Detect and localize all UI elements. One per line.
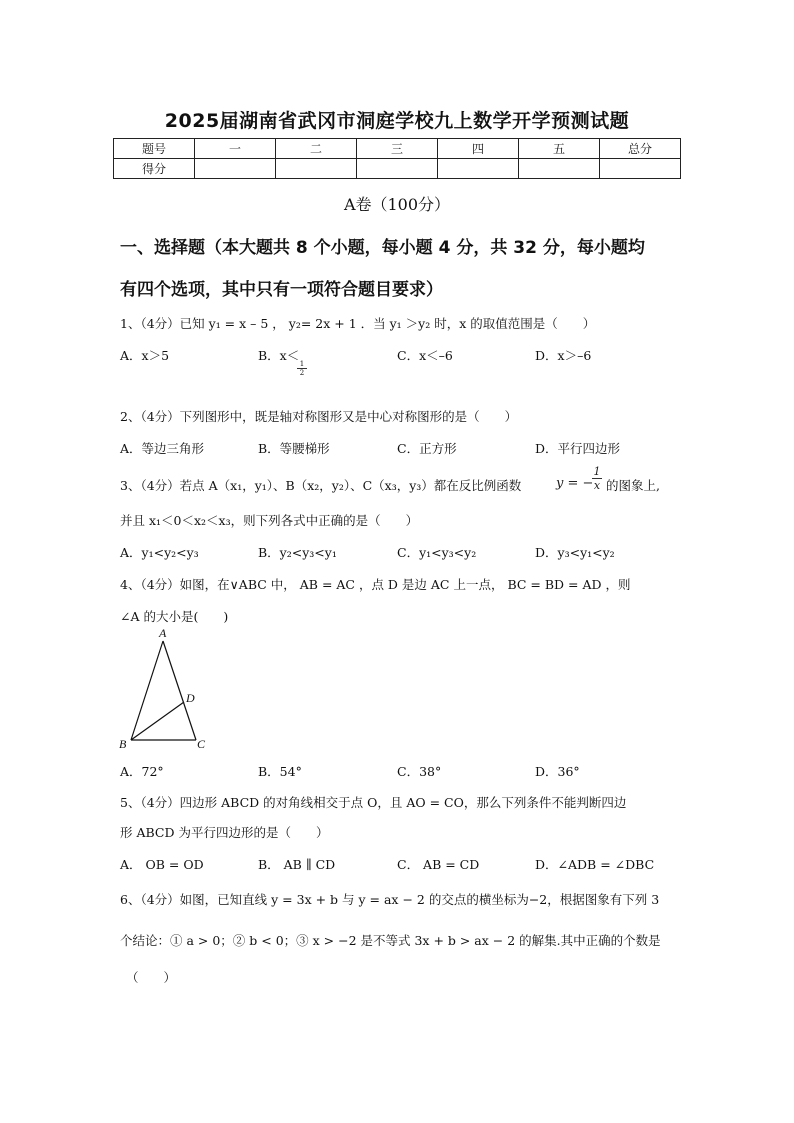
score-input-cell <box>276 159 357 179</box>
score-input-cell <box>519 159 600 179</box>
q2-stem: 2、（4分）下列图形中，既是轴对称图形又是中心对称图形的是（ ） <box>120 409 518 424</box>
q5-option-c: C． AB = CD <box>397 857 480 872</box>
page-title: 2025届湖南省武冈市洞庭学校九上数学开学预测试题 <box>164 110 630 132</box>
score-cell: 一 <box>195 139 276 159</box>
q2-option-a: A．等边三角形 <box>120 441 205 456</box>
score-table-header-row <box>114 139 681 159</box>
score-cell: 总分 <box>600 139 681 159</box>
triangle-figure <box>116 625 216 755</box>
q1-fraction-num: 1 <box>297 360 307 369</box>
q3-line2: 并且 x₁＜0＜x₂＜x₃，则下列各式中正确的是（ ） <box>120 513 419 528</box>
q2-option-d: D．平行四边形 <box>535 441 621 456</box>
q1-fraction-den: 2 <box>299 369 305 377</box>
q5-line2: 形 ABCD 为平行四边形的是（ ） <box>120 825 329 840</box>
q3-option-a: A．y₁<y₂<y₃ <box>120 545 199 560</box>
score-input-cell <box>438 159 519 179</box>
edge-bd <box>131 702 184 740</box>
score-input-cell <box>357 159 438 179</box>
q6-stem: 6、（4分）如图，已知直线 y = 3x + b 与 y = ax − 2 的交点的横坐标为−2，根据图象有下列 3 <box>120 892 660 907</box>
q4-option-a: A．72° <box>120 764 164 779</box>
score-table <box>113 138 681 179</box>
score-input-cell <box>195 159 276 179</box>
edge-ab <box>131 641 163 740</box>
q5-stem: 5、（4分）四边形 ABCD 的对角线相交于点 O，且 AO = CO，那么下列条件不能判断四边 <box>120 795 627 810</box>
q4-stem: 4、（4分）如图，在∨ABC 中， AB = AC ，点 D 是边 AC 上一点， BC = BD = AD ，则 <box>120 577 631 592</box>
q1-stem: 1、（4分）已知 y₁ = x – 5 ， y₂= 2x + 1 ．当 y₁ ＞y₂ 时，x 的取值范围是（ ） <box>120 316 596 331</box>
label-b: B <box>119 737 127 751</box>
q4-line2: ∠A 的大小是( ) <box>120 609 229 624</box>
q2-option-c: C．正方形 <box>397 441 457 456</box>
q5-option-a: A． OB = OD <box>120 857 204 872</box>
q1-option-a: A．x＞5 <box>120 348 170 363</box>
q3-stem-end: 的图象上, <box>606 478 660 493</box>
q3-function-fraction <box>592 465 602 492</box>
part1-heading-line2: 有四个选项，其中只有一项符合题目要求） <box>120 280 443 300</box>
section-a-title: A卷（100分） <box>343 195 451 214</box>
q3-function: y = − <box>556 476 594 491</box>
q6-line3: （ ） <box>126 970 177 985</box>
score-cell: 题号 <box>114 139 195 159</box>
score-input-cell <box>600 159 681 179</box>
label-c: C <box>197 737 206 751</box>
q3-fraction-den: x <box>593 479 601 492</box>
q3-stem: 3、（4分）若点 A（x₁，y₁）、B（x₂，y₂）、C（x₃，y₃）都在反比例函数 <box>120 478 522 493</box>
score-cell: 三 <box>357 139 438 159</box>
score-cell: 四 <box>438 139 519 159</box>
q3-option-c: C．y₁<y₃<y₂ <box>397 545 477 560</box>
score-table-score-row <box>114 159 681 179</box>
score-cell: 二 <box>276 139 357 159</box>
q1-option-d: D．x＞–6 <box>535 348 592 363</box>
q4-option-b: B．54° <box>258 764 302 779</box>
score-cell: 五 <box>519 139 600 159</box>
q6-line2: 个结论：① a > 0；② b < 0；③ x > −2 是不等式 3x + b > ax − 2 的解集.其中正确的个数是 <box>120 933 661 948</box>
q3-fraction-num: 1 <box>593 465 601 478</box>
part1-heading-line1: 一、选择题（本大题共 8 个小题，每小题 4 分，共 32 分，每小题均 <box>120 238 645 258</box>
score-cell: 得分 <box>114 159 195 179</box>
q1-fraction <box>297 360 307 377</box>
q2-option-b: B．等腰梯形 <box>258 441 330 456</box>
q5-option-d: D．∠ADB = ∠DBC <box>535 857 655 872</box>
q5-option-b: B． AB ∥ CD <box>258 857 336 872</box>
label-a: A <box>159 626 167 640</box>
q1-option-c: C．x＜–6 <box>397 348 453 363</box>
q3-option-d: D．y₃<y₁<y₂ <box>535 545 615 560</box>
q1-option-b: B．x＜ <box>258 348 300 363</box>
q3-option-b: B．y₂<y₃<y₁ <box>258 545 337 560</box>
label-d: D <box>186 691 195 705</box>
q4-option-d: D．36° <box>535 764 580 779</box>
q4-option-c: C．38° <box>397 764 442 779</box>
